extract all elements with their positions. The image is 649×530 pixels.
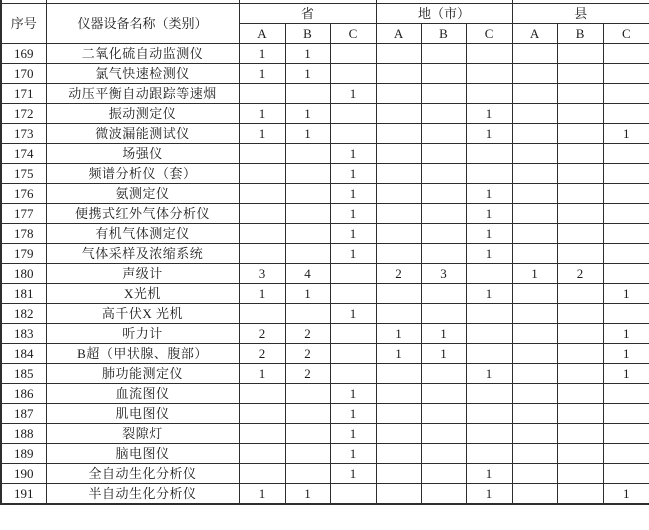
cell-value — [330, 104, 376, 124]
cell-value: 1 — [421, 324, 466, 344]
cell-value — [285, 204, 330, 224]
cell-value — [557, 324, 603, 344]
table-row — [1, 124, 649, 144]
cell-value — [603, 224, 649, 244]
cell-value: 1 — [603, 484, 649, 505]
cell-value — [376, 224, 421, 244]
cell-value — [421, 104, 466, 124]
cell-value: 1 — [239, 124, 285, 144]
row-seq: 172 — [1, 104, 46, 124]
cell-value — [557, 404, 603, 424]
cell-value — [421, 444, 466, 464]
cell-value — [603, 44, 649, 64]
row-name: X光机 — [46, 284, 239, 304]
cell-value: 1 — [330, 164, 376, 184]
cell-value — [421, 124, 466, 144]
row-name: 频谱分析仪（套） — [46, 164, 239, 184]
cell-value: 1 — [330, 384, 376, 404]
table-row — [1, 244, 649, 264]
cell-value — [557, 124, 603, 144]
cell-value — [466, 424, 512, 444]
cell-value — [330, 44, 376, 64]
cell-value: 1 — [376, 324, 421, 344]
cell-value — [603, 204, 649, 224]
cell-value — [285, 144, 330, 164]
table-row — [1, 464, 649, 484]
cell-value — [557, 64, 603, 84]
cell-value — [330, 344, 376, 364]
cell-value — [557, 104, 603, 124]
cell-value — [376, 284, 421, 304]
cell-value — [421, 484, 466, 505]
cell-value — [376, 64, 421, 84]
cell-value — [285, 464, 330, 484]
row-seq: 191 — [1, 484, 46, 505]
cell-value — [512, 44, 557, 64]
row-seq: 169 — [1, 44, 46, 64]
cell-value — [421, 184, 466, 204]
cell-value: 1 — [466, 484, 512, 505]
cell-value — [557, 444, 603, 464]
cell-value — [603, 84, 649, 104]
cell-value — [512, 124, 557, 144]
cell-value — [376, 424, 421, 444]
row-seq: 186 — [1, 384, 46, 404]
cell-value: 3 — [421, 264, 466, 284]
row-seq: 181 — [1, 284, 46, 304]
col-header-name: 仪器设备名称（类别） — [46, 4, 239, 44]
cell-value — [376, 404, 421, 424]
row-seq: 183 — [1, 324, 46, 344]
cell-value: 1 — [466, 204, 512, 224]
row-name: 半自动生化分析仪 — [46, 484, 239, 505]
cell-value — [557, 304, 603, 324]
cell-value — [603, 64, 649, 84]
cell-value — [512, 204, 557, 224]
cell-value — [239, 464, 285, 484]
header-group-row — [1, 4, 649, 24]
cell-value — [603, 104, 649, 124]
cell-value — [557, 384, 603, 404]
cell-value: 1 — [603, 344, 649, 364]
cell-value — [512, 64, 557, 84]
row-seq: 185 — [1, 364, 46, 384]
cell-value — [512, 364, 557, 384]
table-row — [1, 424, 649, 444]
cell-value — [330, 284, 376, 304]
cell-value — [557, 344, 603, 364]
cell-value — [512, 304, 557, 324]
row-seq: 190 — [1, 464, 46, 484]
row-name: 氨测定仪 — [46, 184, 239, 204]
cell-value — [421, 84, 466, 104]
row-seq: 182 — [1, 304, 46, 324]
cell-value — [466, 404, 512, 424]
row-seq: 180 — [1, 264, 46, 284]
cell-value — [376, 164, 421, 184]
cell-value — [421, 384, 466, 404]
cell-value: 1 — [285, 484, 330, 505]
subcol-prefecture-a: A — [376, 24, 421, 44]
cell-value — [376, 84, 421, 104]
row-name: 肌电图仪 — [46, 404, 239, 424]
row-seq: 176 — [1, 184, 46, 204]
cell-value — [466, 144, 512, 164]
cell-value — [239, 384, 285, 404]
cell-value — [330, 124, 376, 144]
cell-value — [421, 464, 466, 484]
cell-value — [512, 104, 557, 124]
cell-value: 1 — [330, 424, 376, 444]
table-row — [1, 84, 649, 104]
cell-value — [603, 444, 649, 464]
cell-value — [421, 164, 466, 184]
row-seq: 177 — [1, 204, 46, 224]
cell-value: 3 — [239, 264, 285, 284]
table-row — [1, 364, 649, 384]
cell-value — [376, 384, 421, 404]
cell-value — [376, 484, 421, 505]
cell-value — [557, 484, 603, 505]
subcol-province-a: A — [239, 24, 285, 44]
cell-value — [512, 144, 557, 164]
row-seq: 184 — [1, 344, 46, 364]
table-row — [1, 64, 649, 84]
cell-value: 1 — [285, 44, 330, 64]
cell-value — [376, 184, 421, 204]
cell-value: 1 — [330, 304, 376, 324]
cell-value: 1 — [466, 104, 512, 124]
table-row — [1, 164, 649, 184]
cell-value — [512, 164, 557, 184]
row-name: 振动测定仪 — [46, 104, 239, 124]
table-row — [1, 44, 649, 64]
cell-value — [557, 364, 603, 384]
cell-value — [557, 144, 603, 164]
cell-value: 2 — [285, 324, 330, 344]
cell-value — [466, 344, 512, 364]
row-name: 动压平衡自动跟踪等速烟 — [46, 84, 239, 104]
cell-value — [557, 44, 603, 64]
row-seq: 187 — [1, 404, 46, 424]
cell-value — [603, 384, 649, 404]
cell-value — [330, 484, 376, 505]
col-header-seq: 序号 — [1, 4, 46, 44]
cell-value: 1 — [466, 364, 512, 384]
cell-value — [239, 84, 285, 104]
row-name: 脑电图仪 — [46, 444, 239, 464]
cell-value: 1 — [330, 204, 376, 224]
row-name: 氯气快速检测仪 — [46, 64, 239, 84]
row-seq: 175 — [1, 164, 46, 184]
cell-value — [603, 244, 649, 264]
row-name: 便携式红外气体分析仪 — [46, 204, 239, 224]
cell-value — [239, 424, 285, 444]
cell-value: 1 — [285, 284, 330, 304]
cell-value: 1 — [466, 244, 512, 264]
cell-value — [239, 404, 285, 424]
cell-value — [376, 244, 421, 264]
row-name: 高千伏X 光机 — [46, 304, 239, 324]
cell-value — [330, 64, 376, 84]
cell-value: 1 — [285, 104, 330, 124]
cell-value — [421, 284, 466, 304]
row-name: 微波漏能测试仪 — [46, 124, 239, 144]
row-seq: 173 — [1, 124, 46, 144]
cell-value: 2 — [239, 324, 285, 344]
cell-value — [285, 244, 330, 264]
row-name: 裂隙灯 — [46, 424, 239, 444]
cell-value — [603, 184, 649, 204]
cell-value — [330, 264, 376, 284]
row-name: B超（甲状腺、腹部） — [46, 344, 239, 364]
cell-value — [239, 444, 285, 464]
table-row — [1, 404, 649, 424]
cell-value — [376, 304, 421, 324]
cell-value — [466, 444, 512, 464]
cell-value — [239, 144, 285, 164]
row-seq: 174 — [1, 144, 46, 164]
cell-value — [285, 384, 330, 404]
cell-value: 1 — [466, 464, 512, 484]
cell-value — [512, 424, 557, 444]
cell-value — [512, 184, 557, 204]
subcol-county-b: B — [557, 24, 603, 44]
cell-value: 2 — [285, 344, 330, 364]
cell-value — [512, 484, 557, 505]
cell-value — [557, 424, 603, 444]
subcol-county-a: A — [512, 24, 557, 44]
subcol-county-c: C — [603, 24, 649, 44]
cell-value: 1 — [239, 64, 285, 84]
cell-value — [239, 164, 285, 184]
cell-value — [421, 144, 466, 164]
cell-value: 1 — [239, 44, 285, 64]
cell-value — [466, 64, 512, 84]
cell-value — [603, 464, 649, 484]
cell-value: 1 — [466, 284, 512, 304]
cell-value — [421, 44, 466, 64]
cell-value — [466, 304, 512, 324]
cell-value — [285, 164, 330, 184]
cell-value — [330, 364, 376, 384]
cell-value — [421, 364, 466, 384]
cell-value — [557, 244, 603, 264]
cell-value — [285, 304, 330, 324]
cell-value — [421, 304, 466, 324]
row-name: 全自动生化分析仪 — [46, 464, 239, 484]
cell-value — [466, 324, 512, 344]
cell-value — [285, 444, 330, 464]
cell-value — [557, 464, 603, 484]
cell-value: 1 — [330, 84, 376, 104]
cell-value: 1 — [466, 124, 512, 144]
cell-value: 4 — [285, 264, 330, 284]
cell-value — [376, 464, 421, 484]
row-name: 二氧化硫自动监测仪 — [46, 44, 239, 64]
row-name: 肺功能测定仪 — [46, 364, 239, 384]
cell-value — [557, 204, 603, 224]
table-row — [1, 484, 649, 505]
table-row — [1, 144, 649, 164]
cell-value — [512, 224, 557, 244]
cell-value — [466, 164, 512, 184]
row-name: 血流图仪 — [46, 384, 239, 404]
cell-value — [421, 404, 466, 424]
cell-value — [376, 124, 421, 144]
cell-value — [603, 304, 649, 324]
cell-value — [421, 64, 466, 84]
cell-value — [376, 44, 421, 64]
subcol-province-c: C — [330, 24, 376, 44]
cell-value — [239, 224, 285, 244]
cell-value: 1 — [603, 324, 649, 344]
cell-value: 1 — [603, 364, 649, 384]
cell-value: 2 — [239, 344, 285, 364]
subcol-province-b: B — [285, 24, 330, 44]
cell-value: 2 — [376, 264, 421, 284]
table-row — [1, 184, 649, 204]
cell-value: 1 — [285, 124, 330, 144]
cell-value — [376, 104, 421, 124]
cell-value — [466, 384, 512, 404]
cell-value: 1 — [285, 64, 330, 84]
row-seq: 179 — [1, 244, 46, 264]
cell-value: 1 — [330, 244, 376, 264]
cell-value — [239, 184, 285, 204]
cell-value: 1 — [330, 404, 376, 424]
cell-value — [239, 244, 285, 264]
cell-value — [421, 204, 466, 224]
row-name: 声级计 — [46, 264, 239, 284]
cell-value — [285, 184, 330, 204]
cell-value — [557, 184, 603, 204]
table-row — [1, 264, 649, 284]
cell-value — [285, 224, 330, 244]
cell-value — [376, 444, 421, 464]
cell-value — [557, 84, 603, 104]
cell-value — [603, 404, 649, 424]
row-name: 听力计 — [46, 324, 239, 344]
cell-value — [285, 404, 330, 424]
subcol-prefecture-b: B — [421, 24, 466, 44]
table-row — [1, 224, 649, 244]
row-name: 有机气体测定仪 — [46, 224, 239, 244]
table-row — [1, 324, 649, 344]
cell-value — [466, 44, 512, 64]
cell-value — [603, 164, 649, 184]
row-name: 场强仪 — [46, 144, 239, 164]
cell-value — [512, 464, 557, 484]
cell-value: 1 — [421, 344, 466, 364]
cell-value: 1 — [466, 184, 512, 204]
table-row — [1, 444, 649, 464]
row-seq: 171 — [1, 84, 46, 104]
subcol-prefecture-c: C — [466, 24, 512, 44]
cell-value: 1 — [330, 464, 376, 484]
cell-value — [421, 244, 466, 264]
table-row — [1, 384, 649, 404]
cell-value: 2 — [557, 264, 603, 284]
table-row — [1, 104, 649, 124]
cell-value — [421, 424, 466, 444]
cell-value — [239, 304, 285, 324]
row-seq: 189 — [1, 444, 46, 464]
row-seq: 178 — [1, 224, 46, 244]
cell-value: 1 — [376, 344, 421, 364]
cell-value: 1 — [239, 104, 285, 124]
cell-value: 2 — [285, 364, 330, 384]
cell-value — [421, 224, 466, 244]
cell-value — [603, 424, 649, 444]
col-group-county: 县 — [512, 4, 649, 24]
cell-value — [512, 444, 557, 464]
cell-value: 1 — [466, 224, 512, 244]
col-group-province: 省 — [239, 4, 376, 24]
cell-value — [603, 264, 649, 284]
cell-value: 1 — [330, 224, 376, 244]
cell-value — [285, 424, 330, 444]
cell-value — [603, 144, 649, 164]
cell-value — [512, 84, 557, 104]
cell-value — [466, 84, 512, 104]
cell-value — [512, 324, 557, 344]
cell-value: 1 — [330, 184, 376, 204]
cell-value — [557, 224, 603, 244]
cell-value — [512, 244, 557, 264]
cell-value — [557, 284, 603, 304]
cell-value: 1 — [239, 364, 285, 384]
col-group-prefecture: 地（市） — [376, 4, 512, 24]
cell-value: 1 — [603, 124, 649, 144]
row-name: 气体采样及浓缩系统 — [46, 244, 239, 264]
cell-value: 1 — [239, 484, 285, 505]
table-row — [1, 304, 649, 324]
cell-value: 1 — [512, 264, 557, 284]
cell-value — [376, 144, 421, 164]
row-seq: 170 — [1, 64, 46, 84]
cell-value: 1 — [330, 444, 376, 464]
cell-value — [557, 164, 603, 184]
row-seq: 188 — [1, 424, 46, 444]
cell-value — [466, 264, 512, 284]
table-row — [1, 204, 649, 224]
cell-value — [512, 404, 557, 424]
cell-value — [330, 324, 376, 344]
cell-value — [376, 204, 421, 224]
cell-value — [376, 364, 421, 384]
cell-value — [512, 344, 557, 364]
cell-value — [239, 204, 285, 224]
cell-value: 1 — [239, 284, 285, 304]
cell-value — [512, 384, 557, 404]
cell-value: 1 — [603, 284, 649, 304]
table-row — [1, 284, 649, 304]
cell-value — [512, 284, 557, 304]
table-row — [1, 344, 649, 364]
cell-value: 1 — [330, 144, 376, 164]
cell-value — [285, 84, 330, 104]
